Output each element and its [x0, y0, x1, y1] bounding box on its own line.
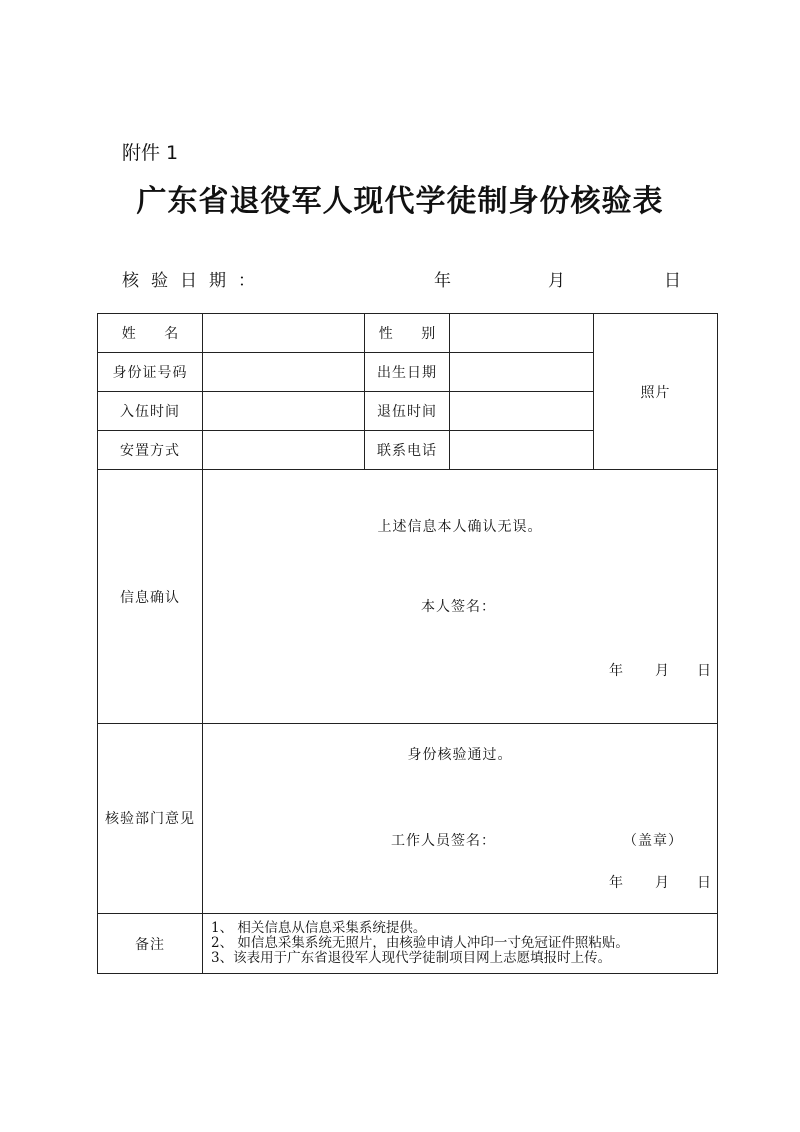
info-confirm-year: 年 [609, 663, 624, 679]
verification-date-label: 核验日期： [122, 271, 267, 291]
remarks-list [203, 914, 718, 974]
birth-date-value-cell[interactable] [450, 353, 594, 392]
remark-item: 1、 相关信息从信息采集系统提供。 [211, 920, 427, 936]
id-number-value-cell[interactable] [203, 353, 365, 392]
placement-label: 安置方式 [98, 431, 203, 470]
enlist-date-value-cell[interactable] [203, 392, 365, 431]
dept-opinion-year: 年 [609, 875, 624, 891]
gender-label: 性 别 [365, 314, 450, 353]
name-value-cell[interactable] [203, 314, 365, 353]
verification-date-line [0, 266, 800, 290]
form-title: 广东省退役军人现代学徒制身份核验表 [136, 184, 664, 219]
gender-value-cell[interactable] [450, 314, 594, 353]
attachment-label: 附件 1 [122, 142, 179, 164]
dept-opinion-label: 核验部门意见 [98, 724, 203, 914]
remark-item: 2、 如信息采集系统无照片，由核验申请人冲印一寸免冠证件照粘贴。 [211, 935, 629, 951]
verification-date-month: 月 [548, 271, 565, 291]
info-confirm-statement: 上述信息本人确认无误。 [377, 519, 543, 535]
birth-date-label: 出生日期 [365, 353, 450, 392]
dept-opinion-month: 月 [655, 875, 670, 891]
staff-signature-label: 工作人员签名： [391, 833, 496, 849]
discharge-date-label: 退伍时间 [365, 392, 450, 431]
info-confirm-label: 信息确认 [98, 470, 203, 724]
name-label: 姓 名 [98, 314, 203, 353]
verification-date-year: 年 [434, 271, 451, 291]
discharge-date-value-cell[interactable] [450, 392, 594, 431]
enlist-date-label: 入伍时间 [98, 392, 203, 431]
phone-label: 联系电话 [365, 431, 450, 470]
verification-form-table [97, 313, 718, 974]
verification-date-day: 日 [664, 271, 681, 291]
self-signature-label: 本人签名： [421, 599, 496, 615]
dept-opinion-statement: 身份核验通过。 [407, 747, 513, 763]
id-number-label: 身份证号码 [98, 353, 203, 392]
info-confirm-block[interactable] [203, 470, 718, 724]
remarks-label: 备注 [98, 914, 203, 974]
photo-cell[interactable]: 照片 [594, 314, 718, 470]
remark-item: 3、该表用于广东省退役军人现代学徒制项目网上志愿填报时上传。 [211, 950, 612, 966]
phone-value-cell[interactable] [450, 431, 594, 470]
placement-value-cell[interactable] [203, 431, 365, 470]
info-confirm-day: 日 [697, 663, 712, 679]
seal-label: （盖章） [623, 833, 683, 849]
dept-opinion-block[interactable] [203, 724, 718, 914]
dept-opinion-day: 日 [697, 875, 712, 891]
info-confirm-month: 月 [655, 663, 670, 679]
